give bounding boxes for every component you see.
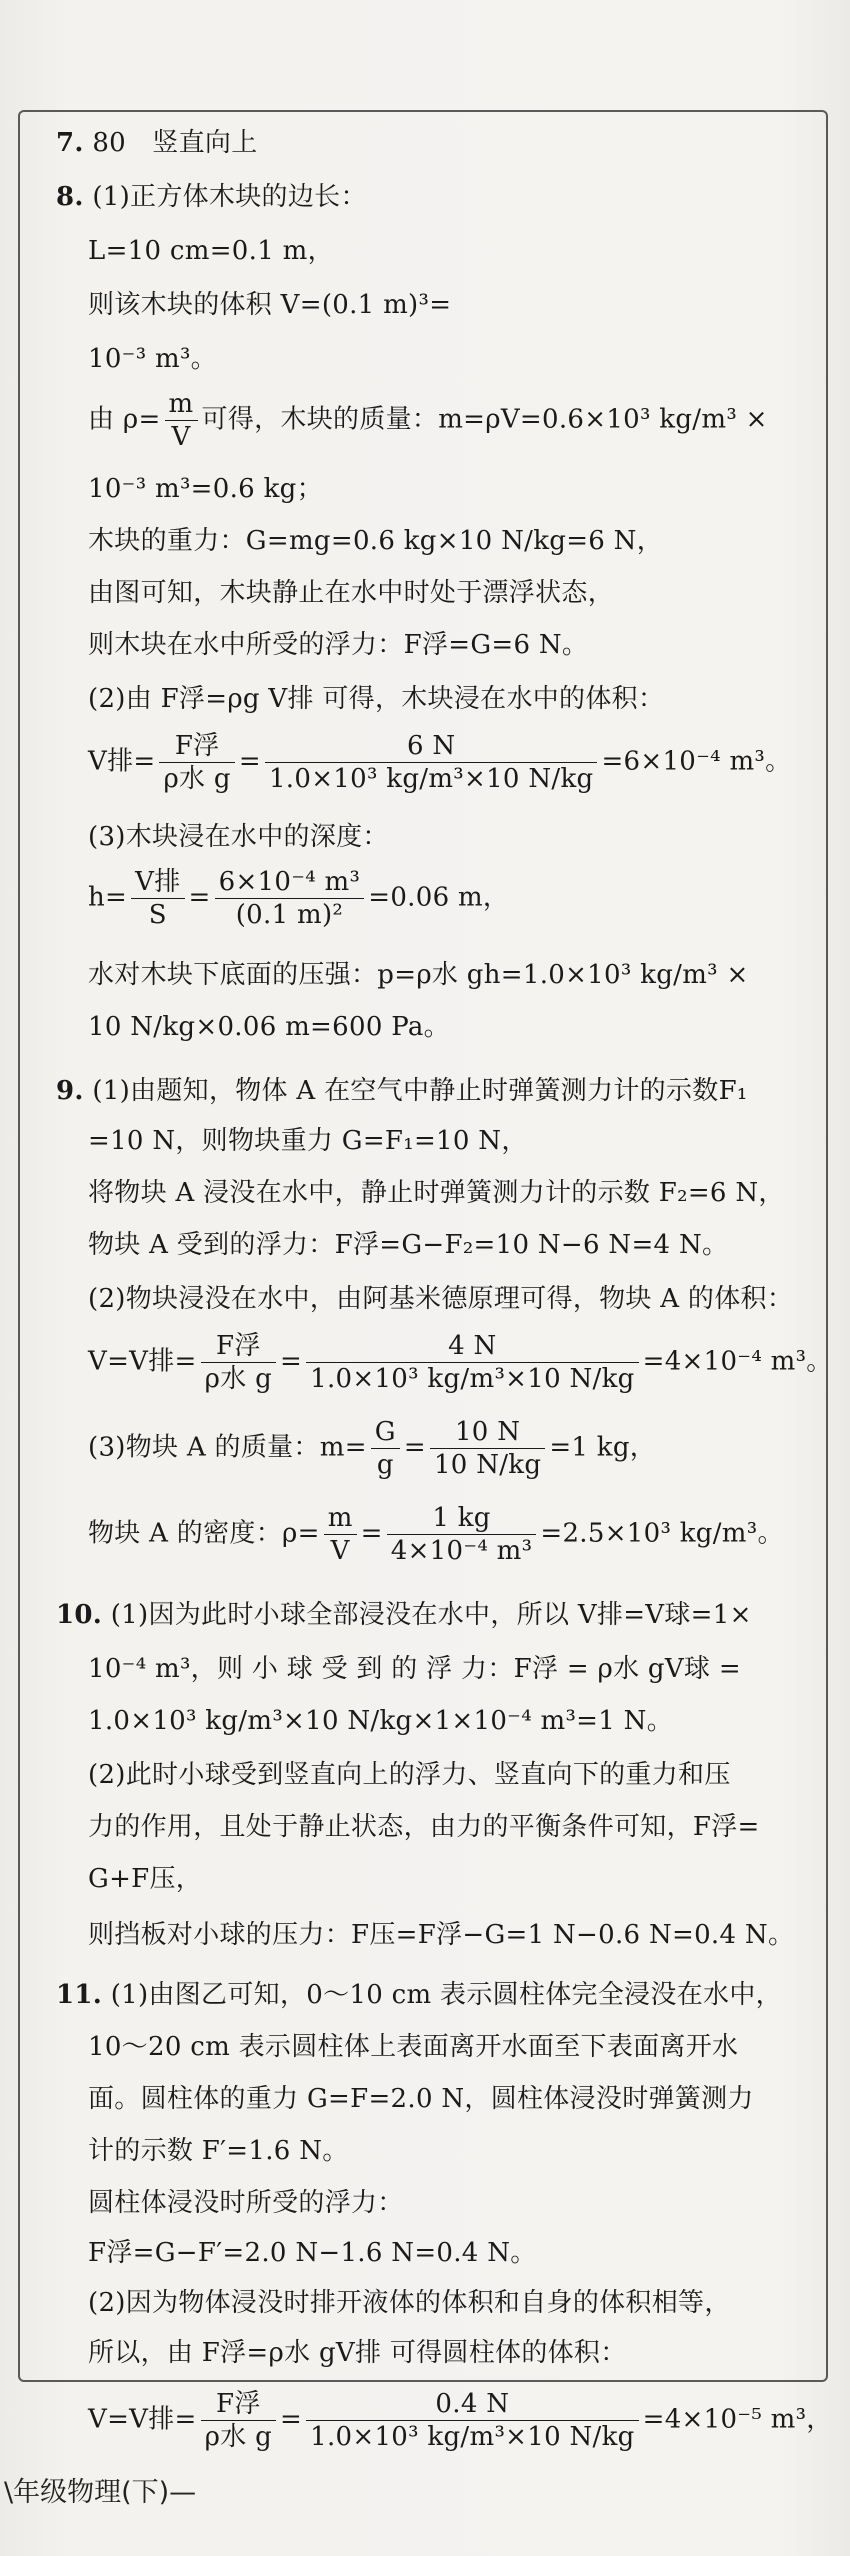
numerator: 1 kg bbox=[387, 1502, 537, 1535]
fraction bbox=[387, 1502, 537, 1567]
q11-line-5: 圆柱体浸没时所受的浮力： bbox=[88, 2188, 404, 2218]
q11-line-9 bbox=[88, 2388, 833, 2453]
fraction bbox=[306, 2388, 638, 2453]
q8-fraction bbox=[165, 388, 198, 453]
fraction bbox=[201, 2388, 276, 2453]
expr: 物块 A 的密度：ρ= bbox=[88, 1518, 320, 1549]
q9-line-5: (2)物块浸没在水中，由阿基米德原理可得，物块 A 的体积： bbox=[88, 1284, 794, 1314]
expr: V=V排= bbox=[88, 2404, 197, 2435]
denominator: 1.0×10³ kg/m³×10 N/kg bbox=[310, 1364, 635, 1394]
expr: =2.5×10³ kg/m³。 bbox=[540, 1518, 784, 1549]
q11-line-1 bbox=[56, 1976, 782, 2014]
equals: = bbox=[403, 1432, 426, 1463]
numerator: 4 N bbox=[306, 1330, 638, 1363]
fraction bbox=[430, 1416, 545, 1481]
numerator: 0.4 N bbox=[306, 2388, 638, 2421]
equals: = bbox=[188, 882, 211, 913]
q11-text: (1)由图乙可知，0～10 cm 表示圆柱体完全浸没在水中， bbox=[110, 1980, 782, 2010]
q10-line-6: G+F压， bbox=[88, 1864, 203, 1894]
numerator: 6×10⁻⁴ m³ bbox=[215, 866, 365, 899]
q10-label: 10. bbox=[56, 1600, 103, 1630]
expr: =6×10⁻⁴ m³。 bbox=[601, 746, 792, 777]
q9-line-4: 物块 A 受到的浮力：F浮=G−F₂=10 N−6 N=4 N。 bbox=[88, 1230, 729, 1260]
q8-text: (1)正方体木块的边长： bbox=[92, 182, 367, 212]
q9-text: (1)由题知，物体 A 在空气中静止时弹簧测力计的示数F₁ bbox=[92, 1076, 748, 1106]
fraction bbox=[265, 730, 597, 795]
denominator: S bbox=[148, 900, 167, 930]
fraction bbox=[324, 1502, 357, 1567]
denominator: 1.0×10³ kg/m³×10 N/kg bbox=[268, 764, 594, 794]
q8-line-5 bbox=[88, 388, 768, 453]
denominator: g bbox=[376, 1450, 394, 1480]
q8-line-11 bbox=[88, 730, 791, 795]
denominator: V bbox=[171, 422, 191, 452]
q9-line-8 bbox=[88, 1502, 784, 1567]
q8-line-15: 10 N/kg×0.06 m=600 Pa。 bbox=[88, 1012, 450, 1042]
expr: =4×10⁻⁴ m³。 bbox=[642, 1346, 833, 1377]
q9-line-1 bbox=[56, 1072, 748, 1110]
q8-expr-b: 可得，木块的质量：m=ρV=0.6×10³ kg/m³ × bbox=[201, 404, 768, 435]
denominator: 4×10⁻⁴ m³ bbox=[390, 1536, 533, 1566]
numerator: 6 N bbox=[265, 730, 597, 763]
q11-line-4: 计的示数 F′=1.6 N。 bbox=[88, 2136, 349, 2166]
q10-line-5: 力的作用，且处于静止状态，由力的平衡条件可知，F浮= bbox=[88, 1812, 760, 1842]
expr: V=V排= bbox=[88, 1346, 197, 1377]
q8-label: 8. bbox=[56, 182, 84, 212]
q8-line-7: 木块的重力：G=mg=0.6 kg×10 N/kg=6 N， bbox=[88, 526, 664, 556]
q7-label: 7. bbox=[56, 128, 84, 158]
denominator: ρ水 g bbox=[163, 764, 231, 794]
expr: V排= bbox=[88, 746, 156, 777]
q7-line bbox=[56, 124, 258, 162]
q8-line-1 bbox=[56, 178, 367, 216]
q10-line-1 bbox=[56, 1596, 752, 1634]
numerator: m bbox=[324, 1502, 357, 1535]
q7-text: 80 竖直向上 bbox=[92, 128, 258, 158]
q9-line-6 bbox=[88, 1330, 833, 1395]
equals: = bbox=[280, 1346, 303, 1377]
fraction bbox=[159, 730, 234, 795]
q11-line-2: 10～20 cm 表示圆柱体上表面离开水面至下表面离开水 bbox=[88, 2032, 739, 2062]
q10-line-2: 10⁻⁴ m³，则 小 球 受 到 的 浮 力：F浮 = ρ水 gV球 = bbox=[88, 1654, 741, 1684]
footer-grade-subject: \年级物理(下)— bbox=[4, 2477, 197, 2508]
q8-line-9: 则木块在水中所受的浮力：F浮=G=6 N。 bbox=[88, 630, 589, 660]
equals: = bbox=[360, 1518, 383, 1549]
q9-label: 9. bbox=[56, 1076, 84, 1106]
equals: = bbox=[280, 2404, 303, 2435]
q9-line-3: 将物块 A 浸没在水中，静止时弹簧测力计的示数 F₂=6 N， bbox=[88, 1178, 785, 1208]
numerator: 10 N bbox=[430, 1416, 545, 1449]
expr: =1 kg， bbox=[549, 1432, 657, 1463]
denominator: V bbox=[330, 1536, 350, 1566]
q8-line-4: 10⁻³ m³。 bbox=[88, 344, 217, 374]
q11-line-6: F浮=G−F′=2.0 N−1.6 N=0.4 N。 bbox=[88, 2238, 537, 2268]
denominator: ρ水 g bbox=[204, 1364, 273, 1394]
q10-text: (1)因为此时小球全部浸没在水中，所以 V排=V球=1× bbox=[110, 1600, 752, 1630]
fraction bbox=[201, 1330, 276, 1395]
q8-line-2: L=10 cm=0.1 m， bbox=[88, 236, 334, 266]
numerator: F浮 bbox=[159, 730, 234, 763]
expr: (3)物块 A 的质量：m= bbox=[88, 1432, 367, 1463]
q8-line-14: 水对木块下底面的压强：p=ρ水 gh=1.0×10³ kg/m³ × bbox=[88, 960, 749, 990]
denominator: ρ水 g bbox=[204, 2422, 273, 2452]
q8-line-12: (3)木块浸在水中的深度： bbox=[88, 822, 389, 852]
q9-line-2: =10 N，则物块重力 G=F₁=10 N， bbox=[88, 1126, 528, 1156]
fraction bbox=[306, 1330, 638, 1395]
q11-line-8: 所以，由 F浮=ρ水 gV排 可得圆柱体的体积： bbox=[88, 2338, 627, 2368]
q8-line-10: (2)由 F浮=ρg V排 可得，木块浸在水中的体积： bbox=[88, 684, 665, 714]
expr: =0.06 m， bbox=[368, 882, 510, 913]
q11-label: 11. bbox=[56, 1980, 103, 2010]
q10-line-3: 1.0×10³ kg/m³×10 N/kg×1×10⁻⁴ m³=1 N。 bbox=[88, 1706, 674, 1736]
numerator: V排 bbox=[131, 866, 184, 899]
numerator: m bbox=[165, 388, 198, 421]
expr: h= bbox=[88, 882, 128, 913]
q10-line-7: 则挡板对小球的压力：F压=F浮−G=1 N−0.6 N=0.4 N。 bbox=[88, 1920, 795, 1950]
denominator: 10 N/kg bbox=[433, 1450, 542, 1480]
numerator: F浮 bbox=[201, 2388, 276, 2421]
q8-line-3: 则该木块的体积 V=(0.1 m)³= bbox=[88, 290, 452, 320]
numerator: F浮 bbox=[201, 1330, 276, 1363]
numerator: G bbox=[371, 1416, 400, 1449]
q11-line-3: 面。圆柱体的重力 G=F=2.0 N，圆柱体浸没时弹簧测力 bbox=[88, 2084, 754, 2114]
q8-line-8: 由图可知，木块静止在水中时处于漂浮状态， bbox=[88, 578, 615, 608]
expr: =4×10⁻⁵ m³， bbox=[642, 2404, 833, 2435]
fraction bbox=[215, 866, 365, 931]
q8-line-6: 10⁻³ m³=0.6 kg； bbox=[88, 474, 323, 504]
fraction bbox=[371, 1416, 400, 1481]
q8-expr-a: 由 ρ= bbox=[88, 404, 161, 435]
denominator: (0.1 m)² bbox=[235, 900, 344, 930]
equals: = bbox=[238, 746, 261, 777]
denominator: 1.0×10³ kg/m³×10 N/kg bbox=[310, 2422, 635, 2452]
q10-line-4: (2)此时小球受到竖直向上的浮力、竖直向下的重力和压 bbox=[88, 1760, 731, 1790]
fraction bbox=[131, 866, 184, 931]
q8-line-13 bbox=[88, 866, 509, 931]
q11-line-7: (2)因为物体浸没时排开液体的体积和自身的体积相等， bbox=[88, 2288, 731, 2318]
q9-line-7 bbox=[88, 1416, 656, 1481]
